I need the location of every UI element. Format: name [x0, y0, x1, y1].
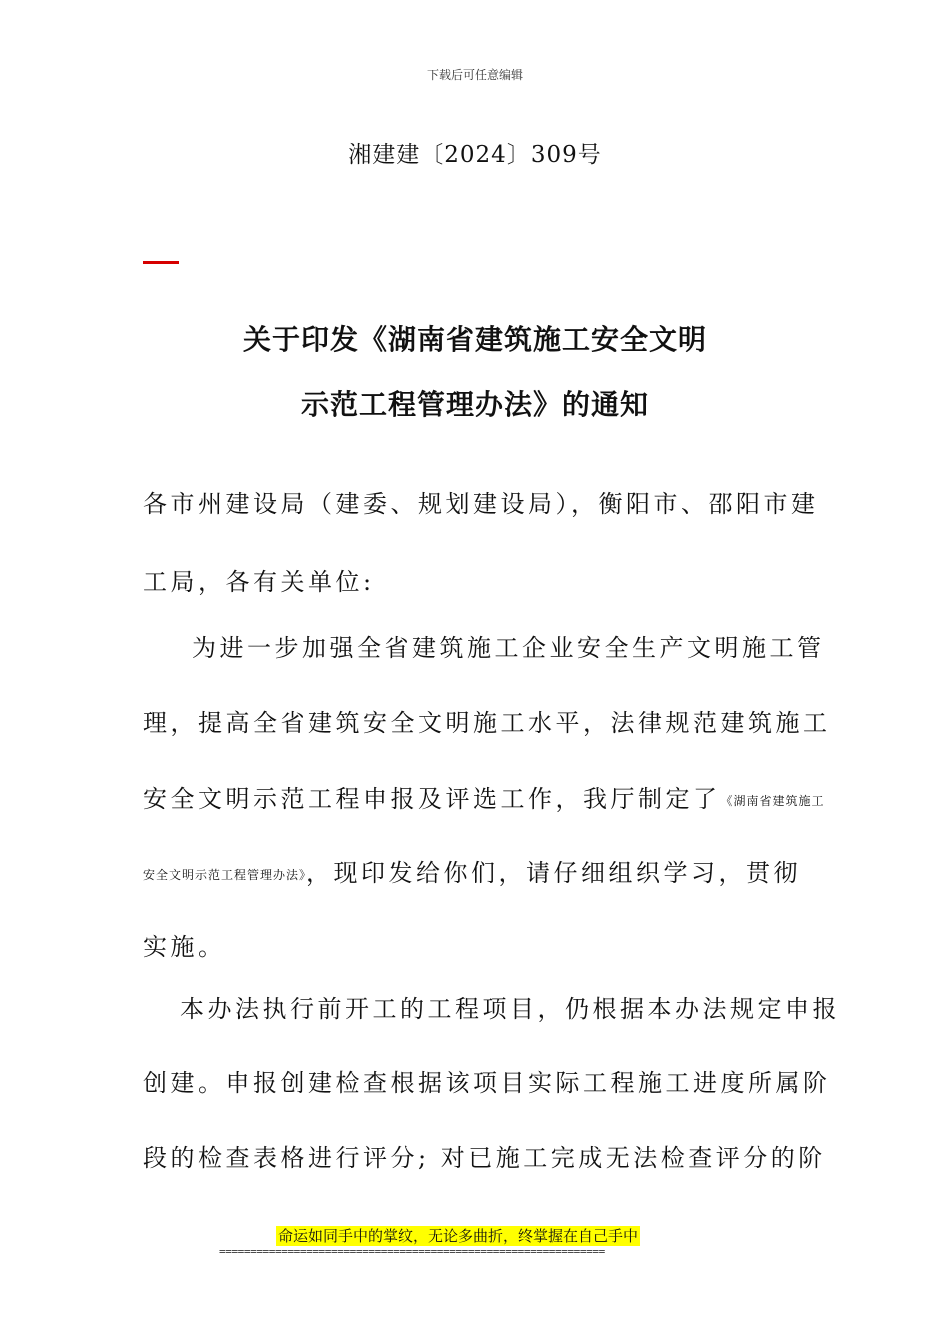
- paragraph1-line-5: 实施。: [143, 933, 226, 961]
- paragraph2-line-3: 段的检查表格进行评分; 对已施工完成无法检查评分的阶: [143, 1144, 826, 1172]
- paragraph1-line-4-main: ，现印发给你们，请仔细组织学习，贯彻: [306, 859, 802, 887]
- footer-motto: 命运如同手中的掌纹，无论多曲折，终掌握在自己手中: [278, 1227, 639, 1245]
- addressee-line-2: 工局，各有关单位:: [143, 568, 375, 596]
- paragraph2-line-1: 本办法执行前开工的工程项目，仍根据本办法规定申报: [180, 995, 840, 1023]
- paragraph1-line-4: [143, 853, 808, 888]
- document-number: 湘建建〔2024〕309号: [348, 142, 602, 168]
- addressee-line-1: 各市州建设局（建委、规划建设局），衡阳市、邵阳市建: [143, 490, 819, 518]
- header-note: 下载后可任意编辑: [426, 68, 523, 82]
- paragraph1-line-2: 理，提高全省建筑安全文明施工水平，法律规范建筑施工: [143, 709, 831, 737]
- footer-rule: ==============================================================: [219, 1246, 605, 1258]
- paragraph1-line-3-main: 安全文明示范工程申报及评选工作，我厅制定了: [143, 785, 721, 813]
- paragraph1-line-3: [143, 779, 825, 814]
- title-line-2: 示范工程管理办法》的通知: [300, 388, 649, 421]
- paragraph2-line-2: 创建。申报创建检查根据该项目实际工程施工进度所属阶: [143, 1069, 831, 1097]
- paragraph1-line-4-small: 安全文明示范工程管理办法》: [143, 868, 307, 882]
- paragraph1-line-1: 为进一步加强全省建筑施工企业安全生产文明施工管: [192, 634, 825, 662]
- red-divider: [143, 261, 179, 264]
- paragraph1-line-3-small: 《湖南省建筑施工: [720, 794, 825, 808]
- title-line-1: 关于印发《湖南省建筑施工安全文明: [242, 323, 707, 356]
